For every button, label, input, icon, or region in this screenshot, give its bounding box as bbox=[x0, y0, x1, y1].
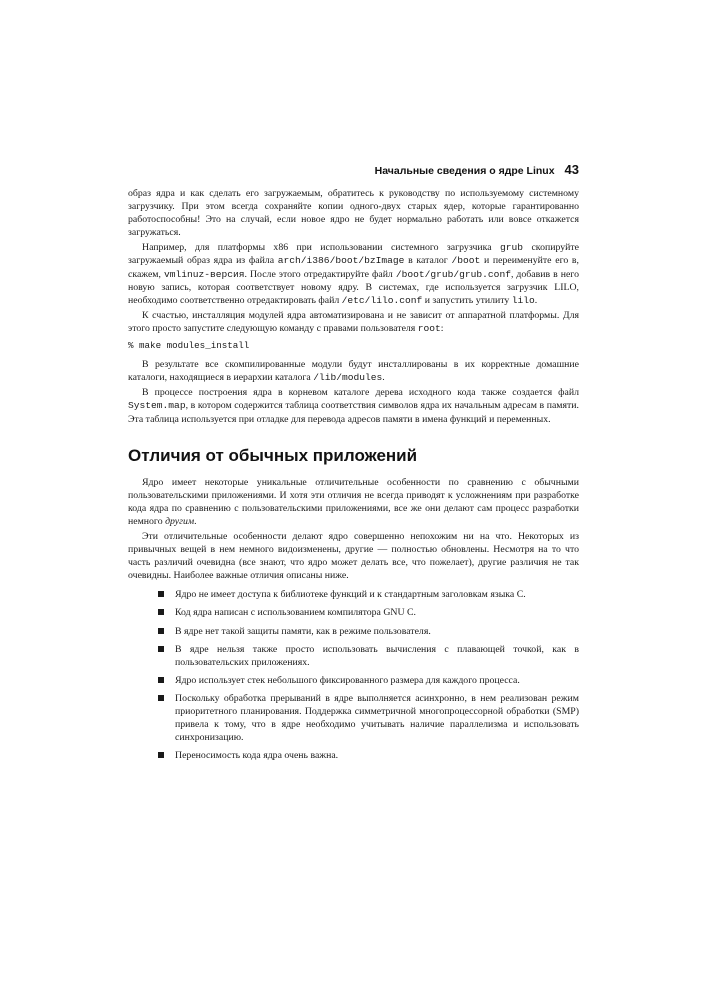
inline-code: /boot bbox=[451, 255, 481, 267]
bullet-list bbox=[128, 588, 579, 762]
square-bullet-icon bbox=[158, 591, 164, 597]
paragraph-6: Ядро имеет некоторые уникальные отличительные особенности по сравнению с обычными пользовательскими приложениями. И хотя эти отличия не всегда приводят к усложнениям при разработке кода ядра по сравнению с пользовательскими приложениями, все же они делают сам процесс разработки немного другим. bbox=[128, 476, 579, 527]
list-item: Поскольку обработка прерываний в ядре выполняется асинхронно, в нем реализован режим приоритетного планирования. Поддержка симметричной многопроцессорной обработки (SMP) привела к тому, что в ядре необходимо учитывать наличие параллелизма и использовать синхронизацию. bbox=[158, 692, 579, 744]
square-bullet-icon bbox=[158, 628, 164, 634]
emphasis: другим bbox=[165, 515, 195, 527]
running-head-title: Начальные сведения о ядре Linux bbox=[374, 165, 555, 177]
list-item: Ядро использует стек небольшого фиксированного размера для каждого процесса. bbox=[158, 674, 579, 687]
paragraph-2: Например, для платформы x86 при использовании системного загрузчика grub скопируйте загружаемый образ ядра из файла arch/i386/boot/bzImage в каталог /boot и переименуйте его в, скажем, vmlinuz-версия. После этого отредактируйте файл /boot/grub/grub.conf, добавив в него новую запись, которая соответствует новому ядру. В системах, где используется загрузчик LILO, необходимо соответственно отредактировать файл /etc/lilo.conf и запустить утилиту lilo. bbox=[128, 242, 580, 306]
page-content bbox=[128, 187, 579, 767]
paragraph-4: В результате все скомпилированные модули будут инсталлированы в их корректные домашние каталоги, находящиеся в иерархии каталога /lib/modules. bbox=[128, 359, 579, 384]
paragraph-7: Эти отличительные особенности делают ядро совершенно непохожим ни на что. Некоторых из привычных вещей в нем немного видоизменены, другие — полностью обновлены. Несмотря на то что часть различий очевидна (все знают, что ядро может делать все, что пожелает), другие различия не так очевидны. Наиболее важные отличия описаны ниже. bbox=[128, 530, 579, 582]
paragraph-1: образ ядра и как сделать его загружаемым, обратитесь к руководству по используемому системному загрузчику. При этом всегда сохраняйте копии одного-двух старых ядер, которые гарантированно работоспособны! Это на случай, если новое ядро не будет нормально работать или вовсе откажется загружаться. bbox=[128, 188, 579, 239]
square-bullet-icon bbox=[158, 677, 164, 683]
paragraph-3: К счастью, инсталляция модулей ядра автоматизирована и не зависит от аппаратной платформы. Для этого просто запустите следующую команду с правами пользователя root: bbox=[128, 309, 579, 334]
page-number: 43 bbox=[564, 162, 579, 177]
list-item: Код ядра написан с использованием компилятора GNU С. bbox=[158, 606, 579, 619]
list-item: Переносимость кода ядра очень важна. bbox=[158, 749, 579, 762]
square-bullet-icon bbox=[158, 695, 164, 701]
running-head bbox=[375, 162, 579, 177]
inline-code: root bbox=[417, 322, 441, 334]
inline-code: /boot/grub/grub.conf bbox=[395, 268, 511, 280]
square-bullet-icon bbox=[158, 752, 164, 758]
inline-code: grub bbox=[500, 242, 524, 254]
inline-code: arch/i386/boot/bzImage bbox=[277, 255, 405, 267]
inline-code: lilo bbox=[511, 294, 535, 306]
inline-code: /lib/modules bbox=[313, 372, 383, 384]
code-block: % make modules_install bbox=[128, 340, 250, 352]
square-bullet-icon bbox=[158, 646, 164, 652]
inline-code: System.map bbox=[128, 400, 186, 412]
inline-code: /etc/lilo.conf bbox=[341, 294, 423, 306]
square-bullet-icon bbox=[158, 609, 164, 615]
list-item: Ядро не имеет доступа к библиотеке функций и к стандартным заголовкам языка С. bbox=[158, 588, 579, 601]
paragraph-5: В процессе построения ядра в корневом каталоге дерева исходного кода также создается файл System.map, в котором содержится таблица соответствия символов ядра их начальным адресам в памяти. Эта таблица используется при отладке для перевода адресов памяти в имена функций и переменных. bbox=[128, 387, 579, 425]
section-heading: Отличия от обычных приложений bbox=[128, 445, 418, 465]
list-item: В ядре нет такой защиты памяти, как в режиме пользователя. bbox=[158, 625, 579, 638]
list-item: В ядре нельзя также просто использовать вычисления с плавающей точкой, как в пользовательских приложениях. bbox=[158, 643, 579, 669]
inline-code: vmlinuz-версия bbox=[163, 268, 245, 280]
